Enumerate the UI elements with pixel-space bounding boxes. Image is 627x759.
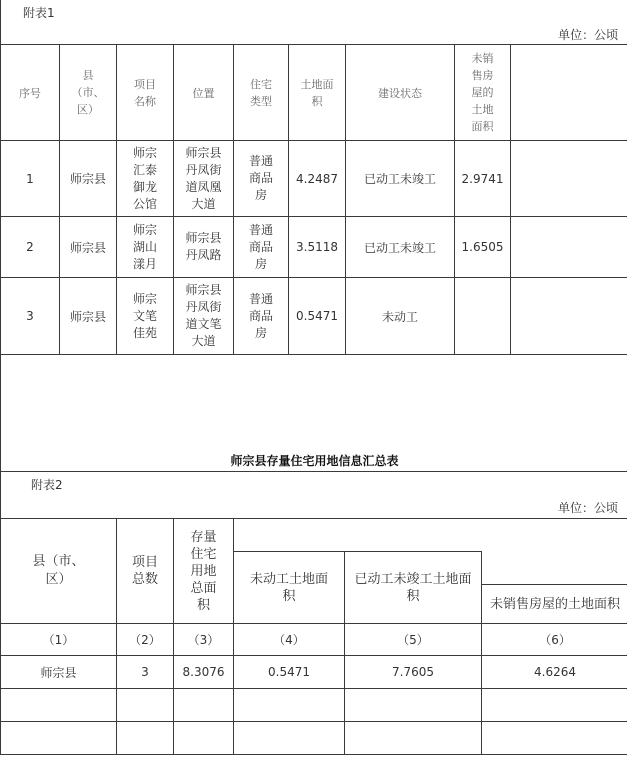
table-row [1, 656, 627, 689]
table2-caption: 附表2 [1, 472, 627, 497]
row-type: 普通商品房 [234, 141, 289, 217]
row-no: 1 [1, 141, 60, 217]
table-row [1, 278, 627, 355]
t2-index-row [1, 624, 627, 656]
t2-header-blank [482, 552, 627, 585]
header-status: 建设状态 [346, 45, 455, 141]
t2-header-county: 县（市、区） [1, 519, 117, 624]
row-location: 师宗县丹凤街道凤凰大道 [174, 141, 234, 217]
header-county: 县（市、区） [60, 45, 117, 141]
row-project: 师宗湖山漾月 [117, 217, 174, 278]
index-cell: （6） [482, 624, 627, 656]
index-cell: （5） [345, 624, 482, 656]
row-unsold [455, 278, 511, 355]
row-blank [511, 141, 627, 217]
t2-header-unsold: 未销售房屋的土地面积 [482, 585, 627, 624]
row-unsold: 4.6264 [482, 656, 627, 689]
header-project: 项目名称 [117, 45, 174, 141]
row-location: 师宗县丹凤街道文笔大道 [174, 278, 234, 355]
row-type: 普通商品房 [234, 217, 289, 278]
page-title: 师宗县存量住宅用地信息汇总表 [1, 355, 627, 471]
index-cell: （1） [1, 624, 117, 656]
row-count: 3 [117, 656, 174, 689]
row-blank [511, 217, 627, 278]
header-blank [511, 45, 627, 141]
table-row [1, 141, 627, 217]
row-project: 师宗汇泰御龙公馆 [117, 141, 174, 217]
table1-caption: 附表1 [1, 0, 627, 25]
row-no: 2 [1, 217, 60, 278]
header-location: 位置 [174, 45, 234, 141]
row-unsold: 2.9741 [455, 141, 511, 217]
row-project: 师宗文笔佳苑 [117, 278, 174, 355]
table2-unit: 单位：公顷 [1, 497, 627, 519]
row-status: 已动工未竣工 [346, 141, 455, 217]
row-area: 0.5471 [289, 278, 346, 355]
row-no: 3 [1, 278, 60, 355]
row-total: 8.3076 [174, 656, 234, 689]
table1-header-row [1, 45, 627, 141]
table-row [1, 217, 627, 278]
table-row-empty [1, 689, 627, 722]
row-area: 4.2487 [289, 141, 346, 217]
row-blank [511, 278, 627, 355]
t2-header-in-progress: 已动工未竣工土地面积 [345, 552, 482, 624]
row-location: 师宗县丹凤路 [174, 217, 234, 278]
header-area: 土地面积 [289, 45, 346, 141]
index-cell: （3） [174, 624, 234, 656]
row-county: 师宗县 [60, 278, 117, 355]
t2-header-count: 项目总数 [117, 519, 174, 624]
row-county: 师宗县 [60, 141, 117, 217]
row-status: 未动工 [346, 278, 455, 355]
row-county: 师宗县 [60, 217, 117, 278]
row-type: 普通商品房 [234, 278, 289, 355]
table1-unit: 单位：公顷 [1, 25, 627, 45]
table-row-empty [1, 722, 627, 755]
header-no: 序号 [1, 45, 60, 141]
t2-header-not-started: 未动工土地面积 [234, 552, 345, 624]
row-status: 已动工未竣工 [346, 217, 455, 278]
header-unsold: 未销售房屋的土地面积 [455, 45, 511, 141]
row-unsold: 1.6505 [455, 217, 511, 278]
t2-header-group [234, 519, 627, 552]
t2-header-total: 存量住宅用地总面积 [174, 519, 234, 624]
row-in-progress: 7.7605 [345, 656, 482, 689]
row-not-started: 0.5471 [234, 656, 345, 689]
index-cell: （4） [234, 624, 345, 656]
row-area: 3.5118 [289, 217, 346, 278]
index-cell: （2） [117, 624, 174, 656]
header-type: 住宅类型 [234, 45, 289, 141]
row-county: 师宗县 [1, 656, 117, 689]
table2 [0, 471, 627, 755]
